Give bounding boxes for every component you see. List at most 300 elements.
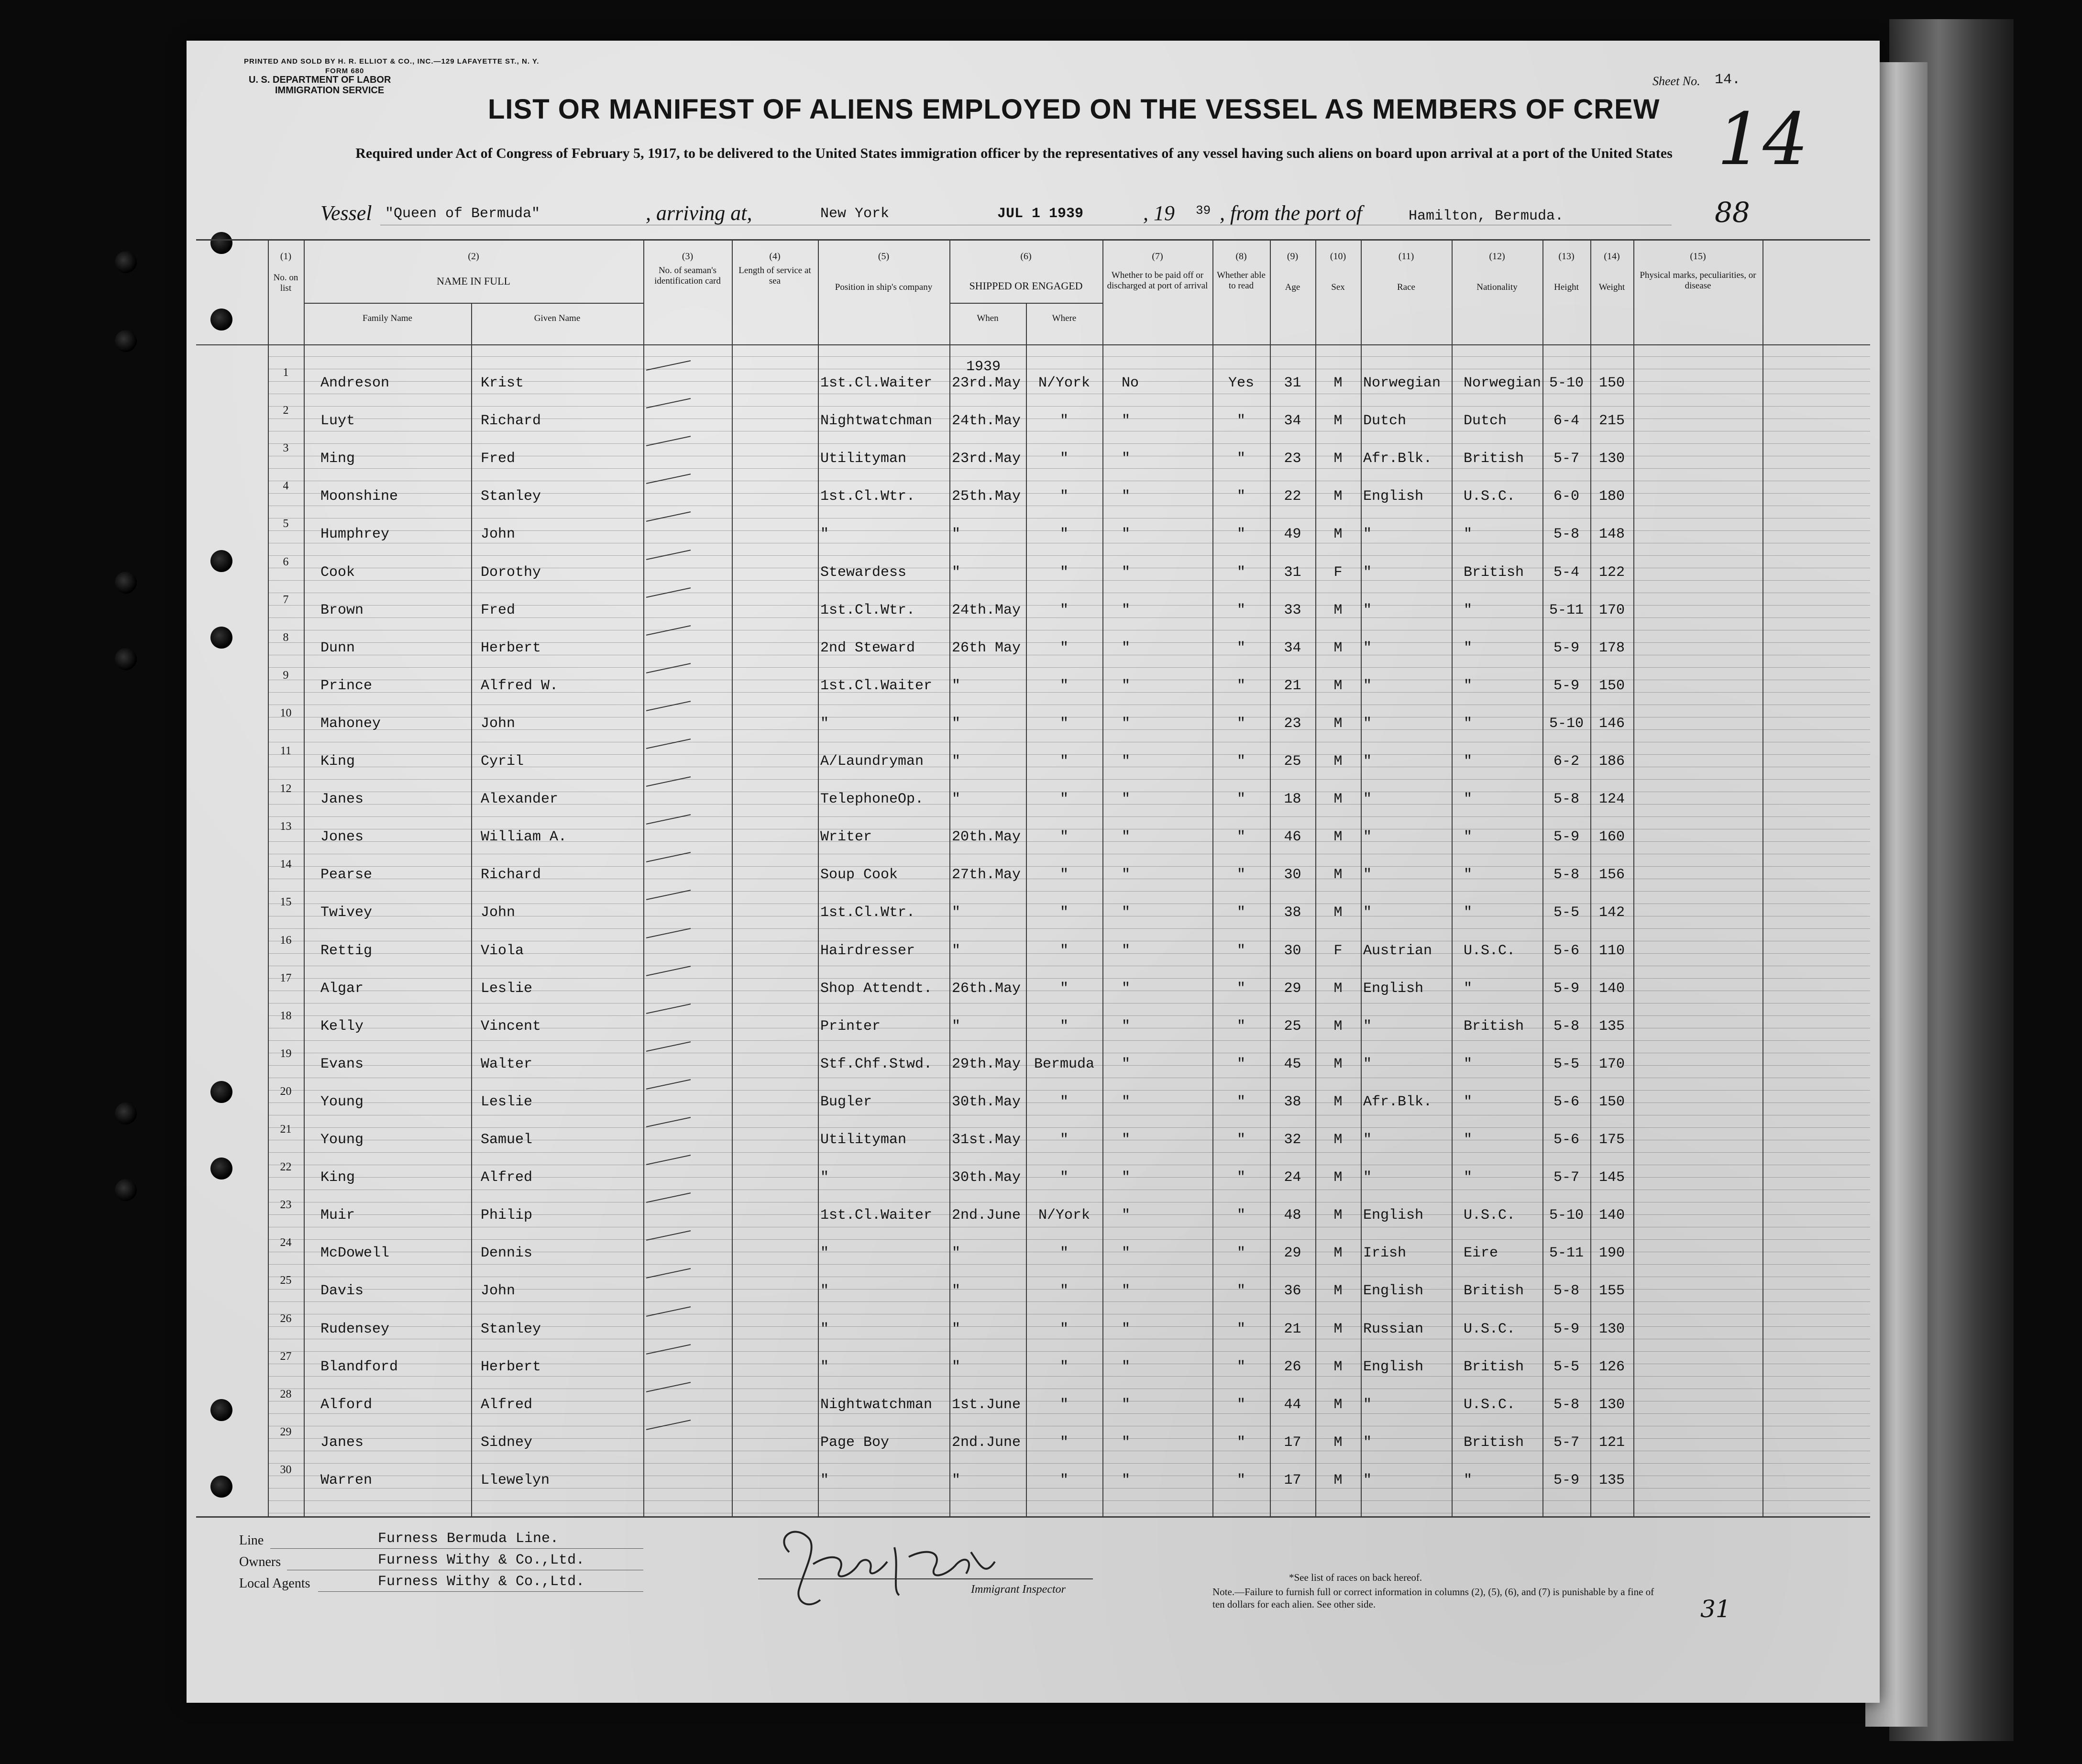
cell-paid: " [1122, 715, 1131, 732]
cell-no: 20 [280, 1085, 292, 1098]
col-number: (4) [769, 251, 781, 262]
col-number: (6) [1020, 251, 1032, 262]
cell-no: 22 [280, 1161, 292, 1174]
cell-age: 22 [1284, 488, 1301, 505]
cell-given: Stanley [481, 488, 541, 505]
cell-position: " [820, 1245, 829, 1262]
cell-given: Richard [481, 413, 541, 430]
cell-race: English [1363, 1207, 1424, 1224]
cell-given: Alfred [481, 1396, 533, 1413]
cell-age: 46 [1284, 829, 1301, 846]
cell-when: 23rd.May [952, 375, 1021, 391]
sheet-label: Sheet No. [1652, 74, 1700, 88]
cell-position: 1st.Cl.Waiter [820, 677, 933, 694]
cell-position: Bugler [820, 1093, 872, 1110]
cell-nationality: " [1464, 602, 1473, 618]
cell-family: Rettig [320, 942, 373, 959]
cell-given: William A. [481, 829, 567, 846]
binder-hole [115, 1179, 137, 1201]
header-given-name: Given Name [534, 313, 581, 323]
cell-weight: 150 [1598, 677, 1625, 694]
cell-race: English [1363, 1358, 1424, 1375]
cell-weight: 122 [1598, 564, 1625, 581]
cell-paid: No [1122, 375, 1139, 391]
cell-weight: 130 [1598, 451, 1625, 467]
cell-family: Kelly [320, 1018, 364, 1035]
cell-given: Sidney [481, 1434, 533, 1451]
cell-when: 24th.May [952, 413, 1021, 430]
cell-paid: " [1122, 1207, 1131, 1224]
cell-race: English [1363, 1283, 1424, 1300]
cell-paid: " [1122, 1169, 1131, 1186]
cell-when: " [952, 904, 961, 921]
cell-weight: 135 [1598, 1472, 1625, 1488]
cell-race: " [1363, 791, 1372, 808]
cell-age: 36 [1284, 1283, 1301, 1300]
cell-read: " [1236, 639, 1245, 656]
cell-sex: M [1333, 1093, 1343, 1110]
cell-when: " [952, 791, 961, 808]
cell-read: " [1236, 1283, 1245, 1300]
cell-position: 1st.Cl.Waiter [820, 1207, 933, 1224]
cell-where: " [1059, 942, 1069, 959]
cell-race: " [1363, 639, 1372, 656]
col-number: (1) [280, 251, 292, 262]
cell-height: 5-11 [1549, 1245, 1584, 1262]
cell-where: " [1059, 753, 1069, 770]
cell-sex: M [1333, 753, 1343, 770]
cell-weight: 160 [1598, 829, 1625, 846]
cell-sex: M [1333, 1056, 1343, 1072]
col-number: (11) [1398, 251, 1414, 262]
ruled-line [268, 1500, 1870, 1501]
cell-sex: M [1333, 375, 1343, 391]
inspector-signature [756, 1519, 1024, 1619]
department-name: U. S. DEPARTMENT OF LABOR [249, 75, 391, 85]
cell-no: 29 [280, 1425, 292, 1438]
cell-age: 33 [1284, 602, 1301, 618]
cell-given: John [481, 715, 516, 732]
ruled-line [268, 1090, 1870, 1091]
cell-age: 31 [1284, 375, 1301, 391]
cell-given: Alfred W. [481, 677, 559, 694]
cell-position: Nightwatchman [820, 413, 933, 430]
cell-when: " [952, 526, 961, 543]
cell-paid: " [1122, 1093, 1131, 1110]
cell-given: Dennis [481, 1245, 533, 1262]
seaman-id-tick-mark [646, 663, 691, 673]
cell-weight: 170 [1598, 602, 1625, 618]
cell-read: " [1236, 1056, 1245, 1072]
cell-no: 18 [280, 1009, 292, 1022]
cell-position: 2nd Steward [820, 639, 915, 656]
cell-nationality: " [1464, 867, 1473, 883]
cell-no: 13 [280, 820, 292, 833]
handwritten-sheet-number: 14 [1717, 98, 1808, 181]
cell-nationality: British [1464, 1358, 1524, 1375]
cell-height: 5-10 [1549, 375, 1584, 391]
cell-weight: 130 [1598, 1321, 1625, 1337]
crew-table [187, 41, 1880, 1703]
cell-nationality: U.S.C. [1464, 942, 1516, 959]
col-number: (8) [1235, 251, 1247, 262]
cell-race: " [1363, 564, 1372, 581]
cell-no: 4 [283, 480, 289, 493]
cell-weight: 170 [1598, 1056, 1625, 1072]
cell-read: " [1236, 1434, 1245, 1451]
seaman-id-tick-mark [646, 512, 691, 522]
cell-family: King [320, 1169, 355, 1186]
header-bottom-border [196, 344, 1870, 345]
cell-sex: M [1333, 791, 1343, 808]
cell-family: Humphrey [320, 526, 390, 543]
cell-no: 11 [280, 745, 292, 757]
cell-weight: 146 [1598, 715, 1625, 732]
cell-read: " [1236, 488, 1245, 505]
seaman-id-tick-mark [646, 739, 691, 749]
cell-position: Stf.Chf.Stwd. [820, 1056, 933, 1072]
cell-weight: 140 [1598, 980, 1625, 997]
ruled-line [268, 1239, 1870, 1240]
cell-where: " [1059, 1321, 1069, 1337]
cell-paid: " [1122, 526, 1131, 543]
cell-given: Herbert [481, 1358, 541, 1375]
cell-paid: " [1122, 904, 1131, 921]
cell-race: Dutch [1363, 413, 1407, 430]
cell-race: " [1363, 602, 1372, 618]
header-name-in-full: NAME IN FULL [437, 275, 510, 287]
cell-age: 49 [1284, 526, 1301, 543]
cell-when: " [952, 1358, 961, 1375]
cell-nationality: " [1464, 1093, 1473, 1110]
cell-where: " [1059, 1132, 1069, 1148]
cell-position: Nightwatchman [820, 1396, 933, 1413]
cell-height: 6-4 [1553, 413, 1579, 430]
cell-race: " [1363, 715, 1372, 732]
seaman-id-tick-mark [646, 966, 691, 976]
cell-read: " [1236, 791, 1245, 808]
cell-height: 5-5 [1553, 1358, 1579, 1375]
seaman-id-tick-mark [646, 928, 691, 938]
cell-no: 3 [283, 442, 289, 455]
cell-family: Prince [320, 677, 373, 694]
cell-when: 30th.May [952, 1093, 1021, 1110]
cell-sex: M [1333, 1434, 1343, 1451]
cell-paid: " [1122, 867, 1131, 883]
cell-paid: " [1122, 1434, 1131, 1451]
ruled-line [268, 1127, 1870, 1128]
cell-no: 24 [280, 1236, 292, 1249]
cell-no: 8 [283, 631, 289, 644]
cell-paid: " [1122, 1132, 1131, 1148]
ruled-line [268, 978, 1870, 979]
seaman-id-tick-mark [646, 1344, 691, 1355]
cell-read: " [1236, 715, 1245, 732]
cell-race: " [1363, 1434, 1372, 1451]
seaman-id-tick-mark [646, 1306, 691, 1317]
cell-nationality: Dutch [1464, 413, 1507, 430]
cell-no: 26 [280, 1312, 292, 1325]
binder-hole [115, 648, 137, 670]
cell-nationality: " [1464, 677, 1473, 694]
cell-height: 5-6 [1553, 942, 1579, 959]
cell-weight: 135 [1598, 1018, 1625, 1035]
cell-no: 7 [283, 593, 289, 606]
cell-weight: 180 [1598, 488, 1625, 505]
cell-age: 32 [1284, 1132, 1301, 1148]
cell-when: 23rd.May [952, 451, 1021, 467]
ruled-line [268, 1152, 1870, 1153]
cell-family: Mahoney [320, 715, 381, 732]
cell-sex: M [1333, 1132, 1343, 1148]
cell-nationality: British [1464, 451, 1524, 467]
cell-height: 5-7 [1553, 451, 1579, 467]
cell-family: Dunn [320, 639, 355, 656]
cell-read: " [1236, 753, 1245, 770]
handwritten-count: 88 [1715, 196, 1750, 229]
cell-height: 5-10 [1549, 715, 1584, 732]
cell-where: " [1059, 1018, 1069, 1035]
cell-nationality: British [1464, 1434, 1524, 1451]
cell-given: Richard [481, 867, 541, 883]
cell-no: 27 [280, 1350, 292, 1363]
ruled-line [268, 468, 1870, 469]
cell-position: " [820, 715, 829, 732]
cell-nationality: " [1464, 639, 1473, 656]
cell-paid: " [1122, 1245, 1131, 1262]
ruled-line [268, 1264, 1870, 1265]
cell-sex: F [1333, 942, 1343, 959]
cell-paid: " [1122, 791, 1131, 808]
cell-weight: 175 [1598, 1132, 1625, 1148]
header-length-service: Length of service at sea [738, 265, 811, 286]
cell-position: Hairdresser [820, 942, 915, 959]
cell-where: " [1059, 564, 1069, 581]
cell-where: " [1059, 1472, 1069, 1488]
seaman-id-tick-mark [646, 1192, 691, 1203]
from-port: Hamilton, Bermuda. [1409, 208, 1564, 224]
cell-position: Printer [820, 1018, 881, 1035]
binder-hole [115, 251, 137, 273]
cell-read: " [1236, 1472, 1245, 1488]
col-number: (10) [1330, 251, 1346, 262]
cell-when: " [952, 1018, 961, 1035]
cell-given: Philip [481, 1207, 533, 1224]
cell-where: " [1059, 677, 1069, 694]
cell-age: 48 [1284, 1207, 1301, 1224]
ruled-line [268, 1463, 1870, 1464]
cell-when: 25th.May [952, 488, 1021, 505]
cell-where: " [1059, 1358, 1069, 1375]
cell-sex: M [1333, 715, 1343, 732]
cell-height: 5-9 [1553, 829, 1579, 846]
cell-sex: M [1333, 602, 1343, 618]
cell-height: 6-0 [1553, 488, 1579, 505]
cell-position: Utilityman [820, 451, 907, 467]
cell-age: 26 [1284, 1358, 1301, 1375]
cell-sex: M [1333, 1472, 1343, 1488]
races-note: *See list of races on back hereof. [1289, 1572, 1422, 1583]
col-number: (3) [682, 251, 694, 262]
name-subheader-line [304, 303, 643, 304]
header-where: Where [1052, 313, 1077, 323]
cell-age: 18 [1284, 791, 1301, 808]
col-number: (2) [468, 251, 479, 262]
cell-paid: " [1122, 1018, 1131, 1035]
cell-position: Stewardess [820, 564, 907, 581]
cell-where: Bermuda [1034, 1056, 1095, 1072]
cell-no: 6 [283, 555, 289, 568]
cell-height: 5-8 [1553, 1396, 1579, 1413]
cell-where: " [1059, 791, 1069, 808]
table-column-rule [471, 303, 472, 1516]
col-number: (9) [1287, 251, 1299, 262]
header-shipped-engaged: SHIPPED OR ENGAGED [969, 280, 1083, 292]
cell-paid: " [1122, 1358, 1131, 1375]
cell-nationality: British [1464, 1283, 1524, 1300]
header-able-to-read: Whether able to read [1217, 270, 1266, 291]
cell-sex: M [1333, 1321, 1343, 1337]
ruled-line [268, 555, 1870, 556]
ruled-line [268, 1351, 1870, 1352]
cell-family: Evans [320, 1056, 364, 1072]
cell-no: 25 [280, 1274, 292, 1287]
cell-nationality: U.S.C. [1464, 1207, 1516, 1224]
cell-age: 38 [1284, 904, 1301, 921]
cell-family: Brown [320, 602, 364, 618]
ruled-line [268, 1413, 1870, 1414]
cell-sex: M [1333, 451, 1343, 467]
cell-paid: " [1122, 602, 1131, 618]
cell-position: " [820, 1169, 829, 1186]
cell-weight: 148 [1598, 526, 1625, 543]
cell-where: " [1059, 602, 1069, 618]
cell-nationality: " [1464, 1472, 1473, 1488]
cell-read: " [1236, 677, 1245, 694]
cell-when: " [952, 1472, 961, 1488]
cell-given: Cyril [481, 753, 524, 770]
cell-when: 2nd.June [952, 1207, 1021, 1224]
vessel-name: "Queen of Bermuda" [385, 206, 540, 222]
cell-family: Young [320, 1093, 364, 1110]
printer-line: PRINTED AND SOLD BY H. R. ELLIOT & CO., INC.—129 LAFAYETTE ST., N. Y. [244, 57, 540, 66]
cell-race: Irish [1363, 1245, 1407, 1262]
cell-given: Vincent [481, 1018, 541, 1035]
cell-nationality: " [1464, 791, 1473, 808]
cell-no: 30 [280, 1463, 292, 1476]
header-paid-off: Whether to be paid off or discharged at port of arrival [1107, 270, 1208, 291]
cell-read: " [1236, 1358, 1245, 1375]
cell-weight: 121 [1598, 1434, 1625, 1451]
cell-nationality: U.S.C. [1464, 1396, 1516, 1413]
cell-age: 25 [1284, 753, 1301, 770]
cell-sex: M [1333, 413, 1343, 430]
cell-sex: M [1333, 488, 1343, 505]
cell-race: " [1363, 1056, 1372, 1072]
cell-weight: 186 [1598, 753, 1625, 770]
cell-height: 5-10 [1549, 1207, 1584, 1224]
cell-given: Fred [481, 451, 516, 467]
binder-hole [115, 330, 137, 352]
cell-race: " [1363, 1169, 1372, 1186]
cell-race: " [1363, 1472, 1372, 1488]
cell-no: 16 [280, 934, 292, 947]
seaman-id-tick-mark [646, 1003, 691, 1014]
cell-height: 5-6 [1553, 1093, 1579, 1110]
local-agents-label: Local Agents [239, 1576, 310, 1591]
cell-weight: 150 [1598, 1093, 1625, 1110]
cell-age: 44 [1284, 1396, 1301, 1413]
cell-race: Afr.Blk. [1363, 1093, 1432, 1110]
cell-race: English [1363, 488, 1424, 505]
cell-where: " [1059, 1169, 1069, 1186]
cell-age: 30 [1284, 867, 1301, 883]
cell-race: " [1363, 1132, 1372, 1148]
cell-race: " [1363, 526, 1372, 543]
cell-when: " [952, 715, 961, 732]
cell-given: John [481, 1283, 516, 1300]
ruled-line [268, 816, 1870, 817]
cell-given: Stanley [481, 1321, 541, 1337]
cell-paid: " [1122, 1396, 1131, 1413]
cell-when: " [952, 942, 961, 959]
col-number: (14) [1604, 251, 1620, 262]
cell-height: 5-7 [1553, 1434, 1579, 1451]
cell-race: " [1363, 829, 1372, 846]
cell-position: 1st.Cl.Wtr. [820, 602, 915, 618]
cell-where: " [1059, 829, 1069, 846]
cell-paid: " [1122, 1321, 1131, 1337]
cell-family: Moonshine [320, 488, 398, 505]
header-position: Position in ship's company [835, 282, 933, 292]
cell-where: " [1059, 639, 1069, 656]
cell-position: " [820, 1321, 829, 1337]
cell-paid: " [1122, 942, 1131, 959]
ruled-line [268, 443, 1870, 444]
line-value: Furness Bermuda Line. [378, 1531, 559, 1547]
cell-sex: M [1333, 867, 1343, 883]
cell-family: McDowell [320, 1245, 390, 1262]
cell-read: " [1236, 451, 1245, 467]
cell-when: " [952, 1283, 961, 1300]
cell-weight: 156 [1598, 867, 1625, 883]
cell-height: 5-8 [1553, 1283, 1579, 1300]
cell-no: 21 [280, 1123, 292, 1136]
ruled-line [268, 928, 1870, 929]
cell-no: 2 [283, 404, 289, 417]
cell-weight: 190 [1598, 1245, 1625, 1262]
manifest-page [187, 41, 1880, 1703]
cell-where: " [1059, 867, 1069, 883]
cell-family: Janes [320, 791, 364, 808]
cell-family: Blandford [320, 1358, 398, 1375]
cell-when: 24th.May [952, 602, 1021, 618]
cell-height: 5-4 [1553, 564, 1579, 581]
cell-age: 25 [1284, 1018, 1301, 1035]
cell-sex: M [1333, 526, 1343, 543]
binder-hole [115, 1102, 137, 1125]
cell-height: 5-8 [1553, 791, 1579, 808]
cell-paid: " [1122, 1056, 1131, 1072]
local-agents-value: Furness Withy & Co.,Ltd. [378, 1574, 585, 1590]
seaman-id-tick-mark [646, 814, 691, 825]
cell-age: 17 [1284, 1434, 1301, 1451]
cell-height: 5-11 [1549, 602, 1584, 618]
penalty-note: Note.—Failure to furnish full or correct information in columns (2), (5), (6), and (7) is punishable by a fine of ten dollars for each alien. See other side. [1212, 1586, 1654, 1610]
cell-when: " [952, 564, 961, 581]
cell-family: Young [320, 1132, 364, 1148]
cell-height: 5-6 [1553, 1132, 1579, 1148]
